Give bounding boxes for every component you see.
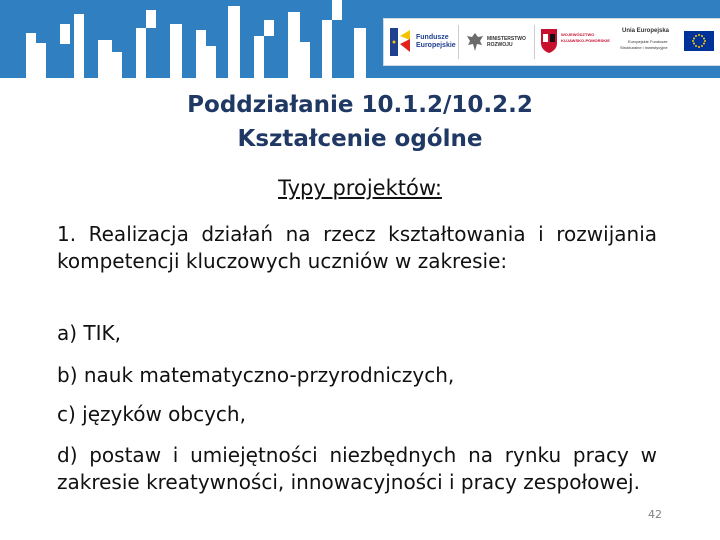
logo-strip <box>383 18 720 66</box>
list-item-c: c) języków obcych, <box>57 402 246 426</box>
logo-separator <box>534 25 535 59</box>
list-item-a: a) TIK, <box>57 321 122 345</box>
region-logo-text: WOJEWÓDZTWO KUJAWSKO-POMORSKIE <box>561 32 610 43</box>
fundusze-logo-text: Fundusze Europejskie <box>416 34 456 49</box>
banner-block <box>112 52 122 78</box>
banner-block <box>36 43 46 78</box>
banner-block <box>300 42 310 78</box>
slide-title-line2: Kształcenie ogólne <box>237 126 483 152</box>
banner-block <box>26 33 36 78</box>
banner-block <box>74 14 84 78</box>
logo-separator <box>458 25 459 59</box>
banner-block <box>60 24 70 44</box>
banner-block <box>354 28 366 78</box>
banner-block <box>288 12 300 78</box>
region-crest-icon <box>540 28 558 54</box>
banner-block <box>146 10 156 28</box>
banner-block <box>228 6 240 78</box>
slide-subtitle: Typy projektów: <box>278 176 442 200</box>
header-banner <box>0 0 720 78</box>
banner-block <box>332 0 342 20</box>
banner-block <box>136 28 146 78</box>
slide-title-line1: Poddziałanie 10.1.2/10.2.2 <box>187 92 533 118</box>
banner-block <box>322 20 332 78</box>
banner-block <box>170 24 182 78</box>
intro-paragraph: 1. Realizacja działań na rzecz kształtowania i rozwijania kompetencji kluczowych uczniów w zakresie: <box>57 222 657 273</box>
banner-block <box>98 40 112 78</box>
list-item-b: b) nauk matematyczno-przyrodniczych, <box>57 363 455 387</box>
list-item-d: d) postaw i umiejętności niezbędnych na rynku pracy w zakresie kreatywności, innowacyjności i pracy zespołowej. <box>57 443 657 494</box>
eagle-emblem-icon <box>466 31 484 53</box>
eu-flag-icon <box>684 31 714 51</box>
banner-block <box>206 46 216 78</box>
banner-block <box>264 20 274 36</box>
page-number: 42 <box>648 508 662 521</box>
banner-block <box>196 30 206 78</box>
ministerstwo-logo-text: MINISTERSTWO ROZWOJU <box>487 36 526 48</box>
eu-title-text: Unia Europejska <box>622 28 670 34</box>
banner-block <box>254 36 264 78</box>
eu-fund-text: Europejskie Fundusze Strukturalne i Inwestycyjne <box>620 39 668 50</box>
fundusze-europejskie-logo <box>388 26 414 58</box>
